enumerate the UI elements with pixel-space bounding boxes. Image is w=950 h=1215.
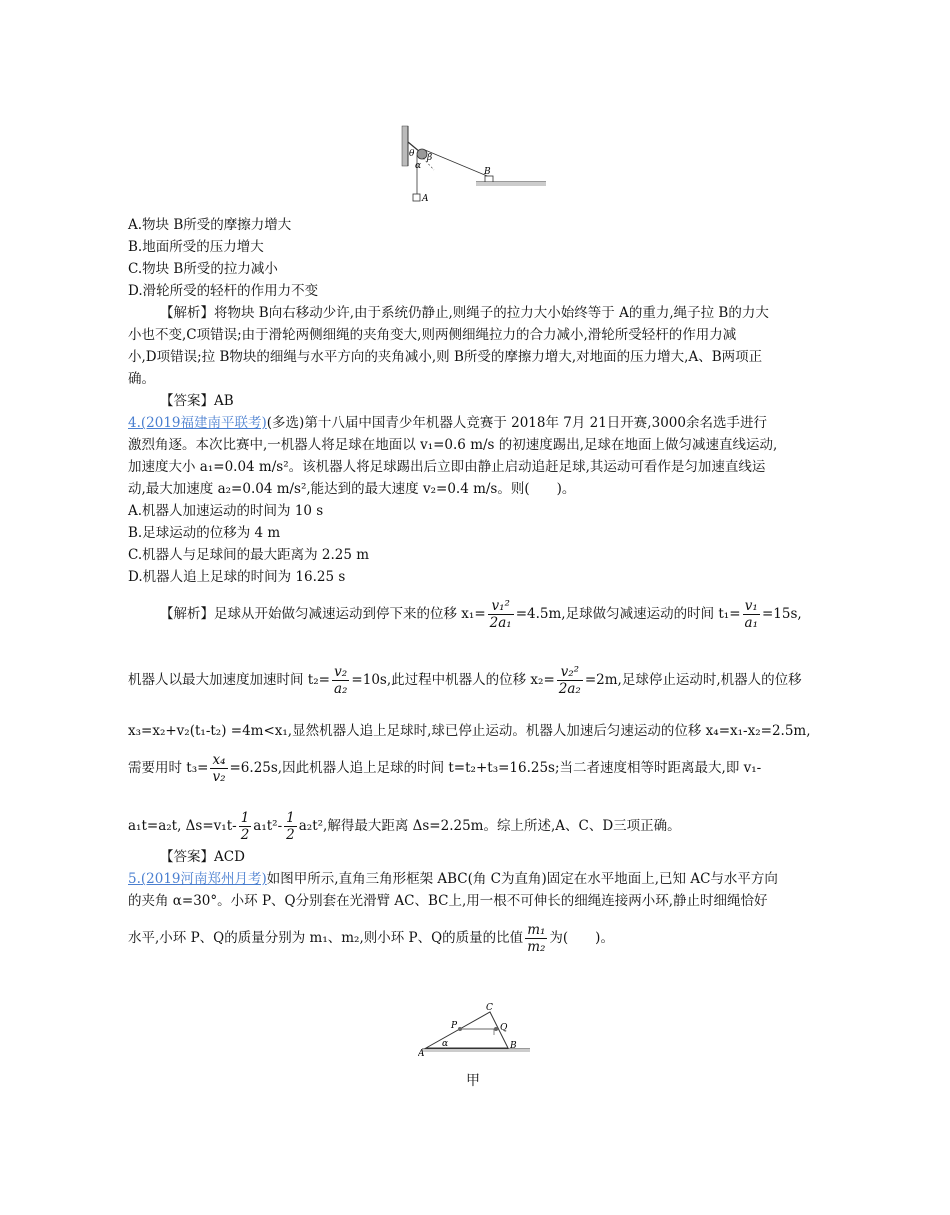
q4-stem-line xyxy=(128,412,767,434)
q5-stem-line: 的夹角 α=30°。小环 P、Q分别套在光滑臂 AC、BC上,用一根不可伸长的细绳连接两小环,静止时细绳恰好 xyxy=(128,893,768,909)
q4-option-c: C.机器人与足球间的最大距离为 2.25 m xyxy=(128,547,370,563)
analysis-text: =4.5m,足球做匀减速运动的时间 t₁= xyxy=(515,606,741,622)
q5-stem-text: 为( )。 xyxy=(549,930,614,946)
q4-option-b: B.足球运动的位移为 4 m xyxy=(128,525,281,541)
fraction-denominator: m₂ xyxy=(527,939,546,955)
label-A: A xyxy=(418,1049,425,1058)
label-B: B xyxy=(510,1041,517,1051)
fraction-denominator: 2 xyxy=(286,827,295,843)
label-P: P xyxy=(451,1021,458,1031)
analysis-text: =6.25s,因此机器人追上足球的时间 t=t₂+t₃=16.25s;当二者速度相等时距离最大,即 v₁- xyxy=(229,760,762,776)
q4-stem-line: 加速度大小 a₁=0.04 m/s²。该机器人将足球踢出后立即由静止启动追赶足球,其运动可看作是匀加速直线运 xyxy=(128,459,766,475)
q5-stem-line xyxy=(128,922,614,955)
q4-analysis-line: x₃=x₂+v₂(t₁-t₂) =4m<x₁,显然机器人追上足球时,球已停止运动。机器人加速后匀速运动的位移 x₄=x₁-x₂=2.5m, xyxy=(128,723,811,739)
analysis-text: 需要用时 t₃= xyxy=(128,760,209,776)
fraction xyxy=(743,598,760,631)
q3-analysis-line: 【解析】将物块 B向右移动少许,由于系统仍静止,则绳子的拉力大小始终等于 A的重力,绳子拉 B的力大 xyxy=(160,305,769,321)
analysis-text: =10s,此过程中机器人的位移 x₂= xyxy=(351,672,555,688)
q5-number: 5. xyxy=(128,871,141,887)
label-alpha: α xyxy=(442,1039,449,1049)
q4-analysis-line xyxy=(160,598,802,631)
analysis-text: 机器人以最大加速度加速时间 t₂= xyxy=(128,672,330,688)
q5-source-link[interactable]: (2019河南郑州月考) xyxy=(140,871,267,887)
label-B: B xyxy=(484,167,491,177)
label-Q: Q xyxy=(500,1023,508,1033)
q4-source-link[interactable]: (2019福建南平联考) xyxy=(140,415,267,431)
q3-option-a: A.物块 B所受的摩擦力增大 xyxy=(128,217,292,233)
fraction-numerator: v₂² xyxy=(557,664,583,681)
label-beta: β xyxy=(427,153,433,163)
fraction-numerator: 1 xyxy=(240,810,250,826)
q4-analysis-line xyxy=(128,664,802,697)
label-A: A xyxy=(422,194,429,204)
pulley-diagram xyxy=(396,122,556,208)
fraction-denominator: 2a₂ xyxy=(558,681,581,697)
q3-analysis-line: 确。 xyxy=(128,371,155,387)
q3-answer: 【答案】AB xyxy=(160,393,234,409)
label-C: C xyxy=(486,1003,493,1013)
fraction-denominator: a₁ xyxy=(744,615,758,631)
q4-option-d: D.机器人追上足球的时间为 16.25 s xyxy=(128,569,346,585)
fraction xyxy=(525,922,547,955)
q3-option-b: B.地面所受的压力增大 xyxy=(128,239,264,255)
triangle-frame-diagram xyxy=(418,1002,534,1058)
fraction-numerator: v₂ xyxy=(332,664,349,681)
fraction xyxy=(239,810,252,843)
fraction-numerator: x₄ xyxy=(210,752,227,769)
q5-stem-line xyxy=(128,868,778,890)
q4-analysis-line xyxy=(128,810,681,843)
fraction-numerator: v₁² xyxy=(488,598,514,615)
q3-option-d: D.滑轮所受的轻杆的作用力不变 xyxy=(128,283,319,299)
label-theta: θ xyxy=(409,149,415,159)
analysis-text: a₂t²,解得最大距离 Δs=2.25m。综上所述,A、C、D三项正确。 xyxy=(298,818,681,834)
fraction-numerator: v₁ xyxy=(743,598,760,615)
fraction xyxy=(557,664,583,697)
q5-stem-text: 水平,小环 P、Q的质量分别为 m₁、m₂,则小环 P、Q的质量的比值 xyxy=(128,930,524,946)
fraction-denominator: v₂ xyxy=(212,769,226,785)
analysis-text: a₁t²- xyxy=(253,818,283,834)
fraction-numerator: 1 xyxy=(286,810,295,826)
figure-caption: 甲 xyxy=(466,1073,480,1089)
q4-stem-line: 激烈角逐。本次比赛中,一机器人将足球在地面以 v₁=0.6 m/s 的初速度踢出,足球在地面上做匀减速直线运动, xyxy=(128,437,778,453)
analysis-text: a₁t=a₂t, Δs=v₁t- xyxy=(128,818,237,834)
fraction xyxy=(284,810,297,843)
q4-option-a: A.机器人加速运动的时间为 10 s xyxy=(128,503,324,519)
analysis-text: =2m,足球停止运动时,机器人的位移 xyxy=(584,672,802,688)
fraction-denominator: 2a₁ xyxy=(489,615,512,631)
q3-analysis-line: 小,D项错误;拉 B物块的细绳与水平方向的夹角减小,则 B所受的摩擦力增大,对地面的压力增大,A、B两项正 xyxy=(128,349,763,365)
q4-analysis-line xyxy=(128,752,761,785)
fraction xyxy=(488,598,514,631)
fraction-numerator: m₁ xyxy=(527,922,546,938)
label-alpha: α xyxy=(415,161,422,171)
q4-number: 4. xyxy=(128,415,141,431)
q5-stem-text: 如图甲所示,直角三角形框架 ABC(角 C为直角)固定在水平地面上,已知 AC与水平方向 xyxy=(266,871,778,887)
q3-analysis-line: 小也不变,C项错误;由于滑轮两侧细绳的夹角变大,则两侧细绳拉力的合力减小,滑轮所受轻杆的作用力减 xyxy=(128,327,737,343)
analysis-text: =15s, xyxy=(762,606,802,622)
q4-answer: 【答案】ACD xyxy=(160,849,245,865)
q3-option-c: C.物块 B所受的拉力减小 xyxy=(128,261,278,277)
q4-stem-text: (多选)第十八届中国青少年机器人竞赛于 2018年 7月 21日开赛,3000余名选手进行 xyxy=(266,415,767,431)
fraction-denominator: a₂ xyxy=(333,681,348,697)
fraction xyxy=(210,752,227,785)
analysis-text: 【解析】足球从开始做匀减速运动到停下来的位移 x₁= xyxy=(160,606,486,622)
fraction-denominator: 2 xyxy=(240,827,250,843)
fraction xyxy=(332,664,349,697)
q4-stem-line: 动,最大加速度 a₂=0.04 m/s²,能达到的最大速度 v₂=0.4 m/s。则( )。 xyxy=(128,481,576,497)
